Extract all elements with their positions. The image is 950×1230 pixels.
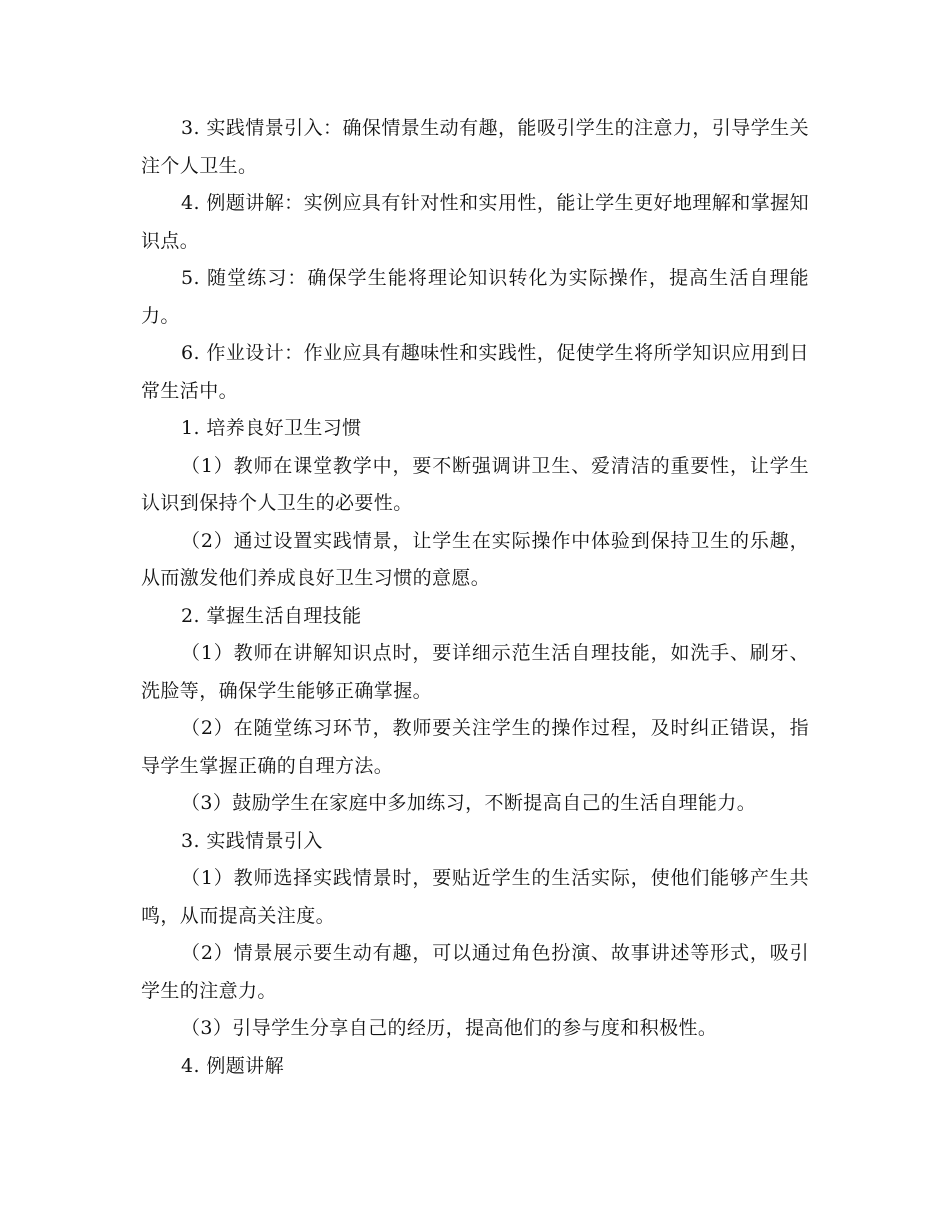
paragraph: （3）引导学生分享自己的经历，提高他们的参与度和积极性。	[181, 1017, 718, 1039]
paragraph: 4. 例题讲解：实例应具有针对性和实用性，能让学生更好地理解和掌握知识点。	[141, 192, 809, 252]
paragraph: 3. 实践情景引入：确保情景生动有趣，能吸引学生的注意力，引导学生关注个人卫生。	[141, 117, 809, 177]
paragraph: （1）教师在讲解知识点时，要详细示范生活自理技能，如洗手、刷牙、洗脸等，确保学生能够正确掌握。	[141, 642, 809, 702]
section-heading: 1. 培养良好卫生习惯	[181, 417, 362, 439]
paragraph: （1）教师在课堂教学中，要不断强调讲卫生、爱清洁的重要性，让学生认识到保持个人卫生的必要性。	[141, 454, 809, 514]
paragraph: （1）教师选择实践情景时，要贴近学生的生活实际，使他们能够产生共鸣，从而提高关注度。	[141, 867, 809, 927]
document-body	[141, 110, 809, 1085]
paragraph: （3）鼓励学生在家庭中多加练习，不断提高自己的生活自理能力。	[181, 792, 757, 814]
paragraph: 5. 随堂练习：确保学生能将理论知识转化为实际操作，提高生活自理能力。	[141, 267, 809, 327]
section-heading: 3. 实践情景引入	[181, 829, 323, 852]
section-heading: 4. 例题讲解	[181, 1054, 284, 1077]
paragraph: （2）通过设置实践情景，让学生在实际操作中体验到保持卫生的乐趣，从而激发他们养成良好卫生习惯的意愿。	[141, 529, 809, 589]
paragraph: 6. 作业设计：作业应具有趣味性和实践性，促使学生将所学知识应用到日常生活中。	[141, 342, 809, 402]
paragraph: （2）在随堂练习环节，教师要关注学生的操作过程，及时纠正错误，指导学生掌握正确的自理方法。	[141, 717, 809, 777]
section-heading: 2. 掌握生活自理技能	[181, 604, 362, 627]
paragraph: （2）情景展示要生动有趣，可以通过角色扮演、故事讲述等形式，吸引学生的注意力。	[141, 942, 809, 1002]
